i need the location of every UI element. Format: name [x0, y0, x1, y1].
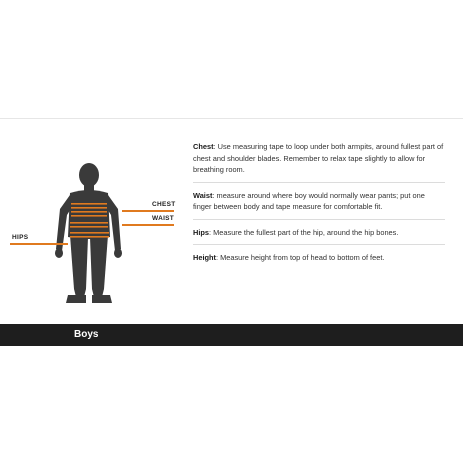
hips-term: Hips [193, 227, 210, 237]
boy-figure-area [0, 119, 185, 324]
measurement-instructions [193, 141, 445, 277]
footer-title: Boys [74, 329, 99, 340]
chest-text: : Use measuring tape to loop under both armpits, around fullest part of chest and shoulder blades. Remember to relax tape slightly to allow for breathing room. [193, 142, 444, 174]
instruction-chest [193, 141, 445, 183]
chest-term: Chest [193, 142, 214, 151]
waist-line [122, 224, 174, 226]
height-text: : Measure height from top of head to bottom of feet. [216, 253, 385, 262]
chest-label: CHEST [152, 201, 176, 208]
instruction-waist [193, 190, 445, 220]
waist-term: Waist [193, 190, 213, 200]
size-guide-panel [0, 118, 463, 347]
waist-label: WAIST [152, 215, 175, 222]
footer-bar [0, 324, 463, 346]
height-term: Height [193, 253, 216, 262]
instruction-hips [193, 227, 445, 246]
chest-line [122, 210, 174, 212]
waist-text: : measure around where boy would normally wear pants; put one finger between body and tape measure for comfortable fit. [193, 190, 425, 211]
hips-text: : Measure the fullest part of the hip, around the hip bones. [209, 227, 399, 237]
hips-line [10, 243, 68, 245]
hips-label: HIPS [12, 234, 29, 241]
instruction-height [193, 252, 445, 270]
